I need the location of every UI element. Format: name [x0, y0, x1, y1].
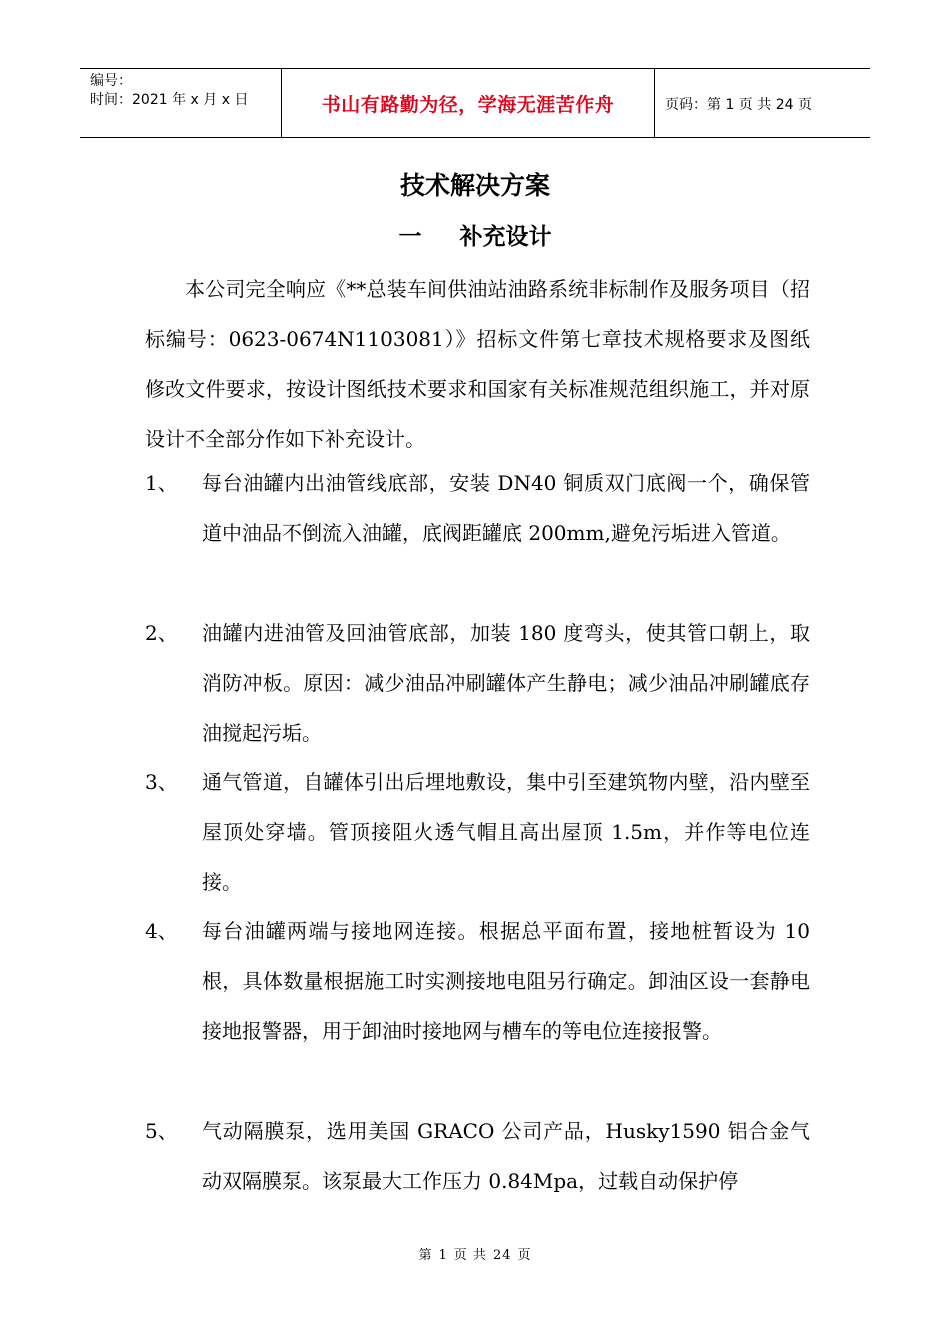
header-info-cell — [80, 69, 281, 137]
page-footer — [0, 1244, 950, 1263]
document-title: 技术解决方案 — [399, 171, 550, 200]
list-item-text: 每台油罐两端与接地网连接。根据总平面布置，接地桩暂设为 10 根，具体数量根据施工时实测接地电阻另行确定。卸油区设一套静电接地报警器，用于卸油时接地网与槽车的等电位连接报警。 — [202, 919, 810, 1043]
footer-suffix: 页 — [517, 1248, 532, 1263]
header-page-label: 页码：第 1 页 共 24 页 — [665, 97, 812, 113]
header-table — [80, 68, 870, 138]
header-motto: 书山有路勤为径，学海无涯苦作舟 — [321, 93, 615, 116]
list-item-number: 2、 — [145, 621, 178, 645]
list-item-text: 油罐内进油管及回油管底部，加装 180 度弯头，使其管口朝上，取消防冲板。原因：减少油品冲刷罐体产生静电；减少油品冲刷罐底存油搅起污垢。 — [202, 621, 810, 745]
intro-paragraph: 本公司完全响应《**总装车间供油站油路系统非标制作及服务项目（招标编号：0623-0674N1103081）》招标文件第七章技术规格要求及图纸修改文件要求，按设计图纸技术要求和国家有关标准规范组织施工，并对原设计不全部分作如下补充设计。 — [145, 277, 810, 451]
list-item — [145, 906, 810, 1056]
section-heading — [0, 218, 950, 251]
number-label: 编号： — [90, 73, 132, 89]
list-item — [145, 757, 810, 907]
list-item-number: 1、 — [145, 471, 178, 495]
section-number: 一 — [398, 224, 422, 250]
date-label: 时间：2021 年 x 月 x 日 — [90, 92, 249, 108]
list-item-text: 每台油罐内出油管线底部，安装 DN40 铜质双门底阀一个，确保管道中油品不倒流入油罐，底阀距罐底 200mm,避免污垢进入管道。 — [202, 471, 810, 545]
footer-page-number: 1 — [438, 1248, 448, 1263]
section-title: 补充设计 — [459, 224, 552, 250]
list-item — [145, 458, 810, 558]
list-item-number: 5、 — [145, 1119, 178, 1143]
footer-total-pages: 24 — [492, 1248, 512, 1263]
header-divider — [654, 69, 655, 137]
list-item-number: 3、 — [145, 770, 178, 794]
footer-prefix: 第 — [418, 1248, 433, 1263]
list-item-text: 气动隔膜泵，选用美国 GRACO 公司产品，Husky1590 铝合金气动双隔膜泵。该泵最大工作压力 0.84Mpa，过载自动保护停 — [202, 1119, 810, 1193]
list-item-text: 通气管道，自罐体引出后埋地敷设，集中引至建筑物内壁，沿内壁至屋顶处穿墙。管顶接阻火透气帽且高出屋顶 1.5m，并作等电位连接。 — [202, 770, 810, 894]
list-item-number: 4、 — [145, 919, 178, 943]
list-item — [145, 1106, 810, 1206]
footer-mid: 页 共 — [453, 1248, 487, 1263]
list-item — [145, 608, 810, 758]
